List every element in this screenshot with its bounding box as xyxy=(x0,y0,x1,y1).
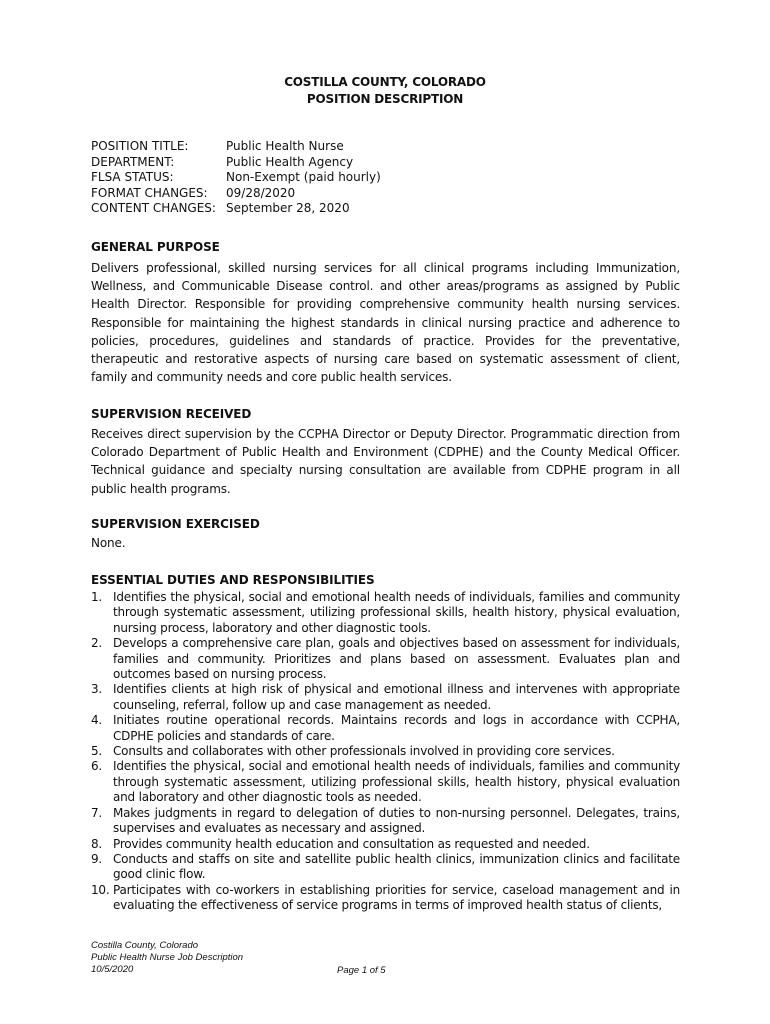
list-item-text: Provides community health education and consultation as requested and needed. xyxy=(113,836,590,851)
flsa-status-row xyxy=(91,170,381,186)
list-item xyxy=(91,806,680,837)
position-info xyxy=(91,139,381,217)
list-item xyxy=(91,590,680,636)
essential-duties-heading: ESSENTIAL DUTIES AND RESPONSIBILITIES xyxy=(91,573,375,587)
format-changes-row xyxy=(91,186,381,202)
page-footer xyxy=(91,940,243,976)
list-item-text: Identifies the physical, social and emotional health needs of individuals, families and community through systematic assessment, utilizing professional skills, health history, physical evaluation, nursing process, laboratory and other diagnostic tools. xyxy=(113,590,680,635)
supervision-exercised-heading: SUPERVISION EXERCISED xyxy=(91,517,260,531)
general-purpose-text: Delivers professional, skilled nursing services for all clinical programs including Immunization, Wellness, and Communicable Disease control. and other areas/programs as assigned by Public Health Director. Responsible for providing comprehensive community health nursing services. Responsible for maintaining the highest standards in clinical nursing practice and adherence to policies, procedures, guidelines and standards of practice. Provides for the preventative, therapeutic and restorative aspects of nursing care based on systematic assessment of client, family and community needs and core public health services. xyxy=(91,261,680,385)
supervision-exercised-text: None. xyxy=(91,536,126,550)
meta-value: Public Health Agency xyxy=(226,154,354,169)
list-item-text: Makes judgments in regard to delegation of duties to non-nursing personnel. Delegates, trains, supervises and evaluates as necessary and assigned. xyxy=(113,805,680,836)
general-purpose-heading: GENERAL PURPOSE xyxy=(91,240,220,254)
list-item-number: 9. xyxy=(91,851,103,866)
meta-value: 09/28/2020 xyxy=(226,185,296,200)
duties-list xyxy=(91,590,680,914)
supervision-received-text: Receives direct supervision by the CCPHA Director or Deputy Director. Programmatic direction from Colorado Department of Public Health and Environment (CDPHE) and the County Medical Officer. Technical guidance and specialty nursing consultation are available from CDPHE program in all public health programs. xyxy=(91,427,680,496)
position-title-row xyxy=(91,139,381,155)
list-item-text: Identifies clients at high risk of physical and emotional illness and intervenes with appropriate counseling, referral, follow up and case management as needed. xyxy=(113,682,680,712)
list-item xyxy=(91,837,680,852)
list-item-number: 10. xyxy=(91,882,110,897)
department-row xyxy=(91,155,381,171)
list-item-text: Develops a comprehensive care plan, goals and objectives based on assessment for individuals, families and community. Prioritizes and plans based on assessment. Evaluates plan and outcomes based on nursing process. xyxy=(113,636,680,682)
list-item xyxy=(91,636,680,682)
list-item-number: 3. xyxy=(91,682,103,697)
meta-label: CONTENT CHANGES: xyxy=(91,201,216,216)
list-item xyxy=(91,713,680,744)
list-item-text: Identifies the physical, social and emotional health needs of individuals, families and community through systematic assessment, utilizing professional skills, health history, physical evaluation and laboratory and other diagnostic tools as needed. xyxy=(113,759,680,805)
meta-label: FLSA STATUS: xyxy=(91,170,174,185)
page-number: Page 1 of 5 xyxy=(337,965,386,976)
list-item xyxy=(91,682,680,713)
list-item-text: Initiates routine operational records. Maintains records and logs in accordance with CCPHA, CDPHE policies and standards of care. xyxy=(113,713,680,743)
list-item-number: 1. xyxy=(91,590,103,604)
list-item xyxy=(91,883,680,914)
footer-document-name: Public Health Nurse Job Description xyxy=(91,952,244,963)
footer-county: Costilla County, Colorado xyxy=(91,940,199,951)
list-item-number: 8. xyxy=(91,836,103,851)
footer-date: 10/5/2020 xyxy=(91,964,134,975)
list-item-text: Consults and collaborates with other professionals involved in providing core services. xyxy=(113,744,615,759)
content-changes-row xyxy=(91,201,381,217)
list-item-number: 5. xyxy=(91,744,103,759)
meta-value: Non-Exempt (paid hourly) xyxy=(226,170,381,185)
list-item xyxy=(91,759,680,805)
list-item-number: 4. xyxy=(91,713,103,728)
meta-label: POSITION TITLE: xyxy=(91,139,189,153)
list-item xyxy=(91,852,680,883)
document-subtitle: POSITION DESCRIPTION xyxy=(306,92,464,106)
supervision-received-heading: SUPERVISION RECEIVED xyxy=(91,407,252,421)
meta-label: FORMAT CHANGES: xyxy=(91,185,208,200)
list-item-text: Participates with co-workers in establishing priorities for service, caseload management and in evaluating the effectiveness of service programs in terms of improved health status of clients, xyxy=(113,882,680,913)
meta-value: Public Health Nurse xyxy=(226,139,344,153)
list-item-number: 7. xyxy=(91,805,103,820)
list-item-text: Conducts and staffs on site and satellite public health clinics, immunization clinics and facilitate good clinic flow. xyxy=(113,851,680,882)
meta-label: DEPARTMENT: xyxy=(91,154,175,169)
list-item xyxy=(91,744,680,759)
list-item-number: 2. xyxy=(91,636,103,651)
document-title: COSTILLA COUNTY, COLORADO xyxy=(284,75,486,89)
list-item-number: 6. xyxy=(91,759,103,774)
meta-value: September 28, 2020 xyxy=(226,201,350,216)
